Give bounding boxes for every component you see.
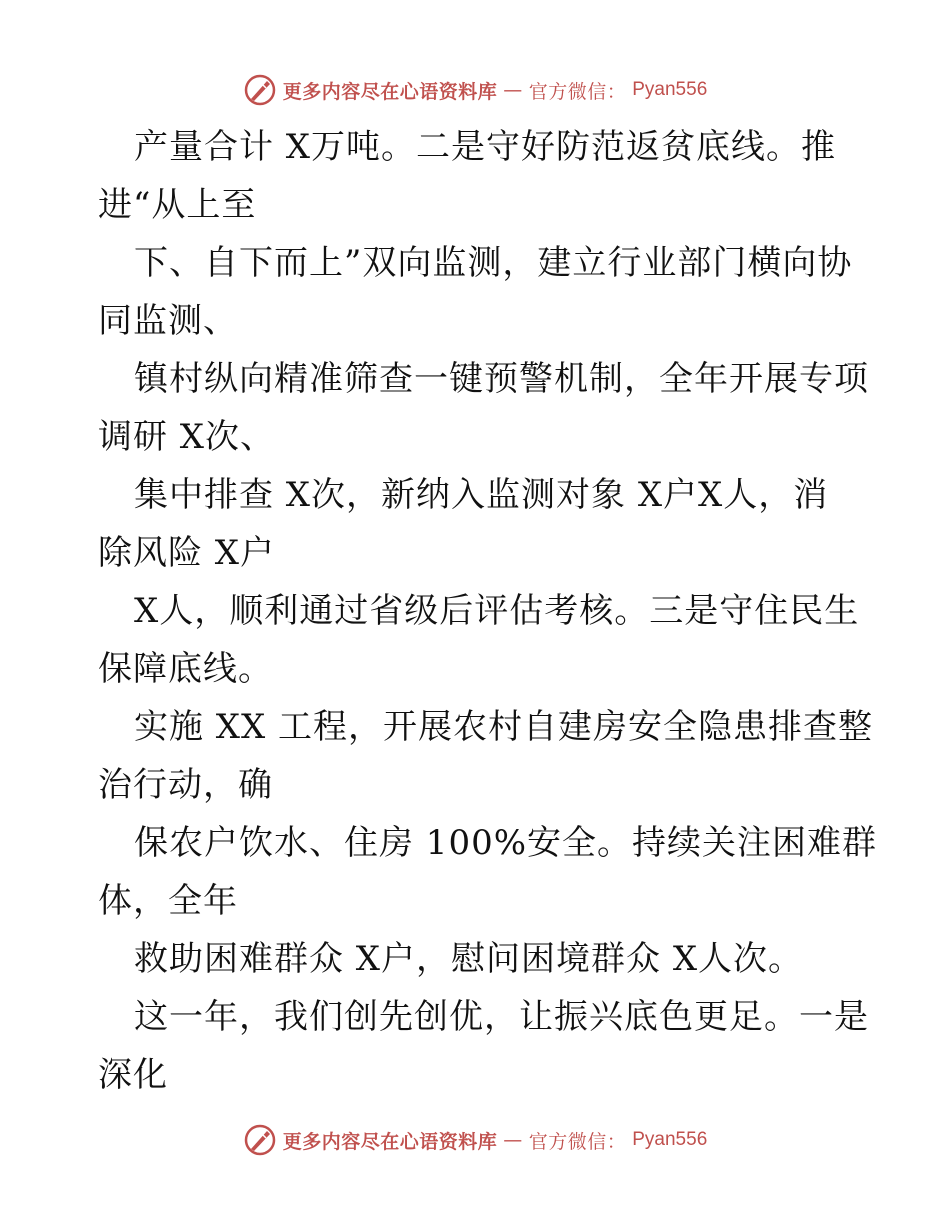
text-line: 镇村纵向精准筛查一键预警机制，全年开展专项 [134, 359, 869, 399]
text-line: 保农户饮水、住房 100%安全。持续关注困难群 [134, 823, 878, 863]
text-line: 深化 [98, 1055, 168, 1095]
text-line: 救助困难群众 X户，慰问困境群众 X人次。 [134, 939, 804, 979]
text-line: 治行动，确 [98, 765, 273, 805]
text-line: 同监测、 [98, 301, 238, 341]
watermark-brand-text: 更多内容尽在心语资料库 [282, 80, 498, 103]
text-line: 产量合计 X万吨。二是守好防范返贫底线。推 [134, 127, 837, 167]
document-body [98, 118, 878, 1104]
text-line: X人，顺利通过省级后评估考核。三是守住民生 [134, 591, 860, 631]
quill-logo-icon [243, 1123, 277, 1157]
text-line: 集中排查 X次，新纳入监测对象 X户X人，消 [134, 475, 829, 515]
text-line: 保障底线。 [98, 649, 273, 689]
text-line: 这一年，我们创先创优，让振兴底色更足。一是 [134, 997, 869, 1037]
text-line: 调研 X次、 [98, 417, 276, 457]
footer-watermark [0, 1120, 950, 1160]
quill-logo-icon [243, 73, 277, 107]
text-line: 除风险 X户 [98, 533, 276, 573]
text-line: 下、自下而上”双向监测，建立行业部门横向协 [134, 243, 853, 283]
text-line: 实施 XX 工程，开展农村自建房安全隐患排查整 [134, 707, 874, 747]
watermark-wechat-id: Pyan556 [632, 79, 708, 100]
watermark-wechat-label: 官方微信： [528, 80, 627, 103]
header-watermark [0, 70, 950, 110]
watermark-wechat-label: 官方微信： [528, 1130, 627, 1153]
watermark-separator: — [503, 1129, 523, 1151]
watermark-separator: — [503, 79, 523, 101]
watermark-brand-text: 更多内容尽在心语资料库 [282, 1130, 498, 1153]
watermark-wechat-id: Pyan556 [632, 1129, 708, 1150]
text-line: 进“从上至 [98, 185, 257, 225]
text-line: 体，全年 [98, 881, 238, 921]
